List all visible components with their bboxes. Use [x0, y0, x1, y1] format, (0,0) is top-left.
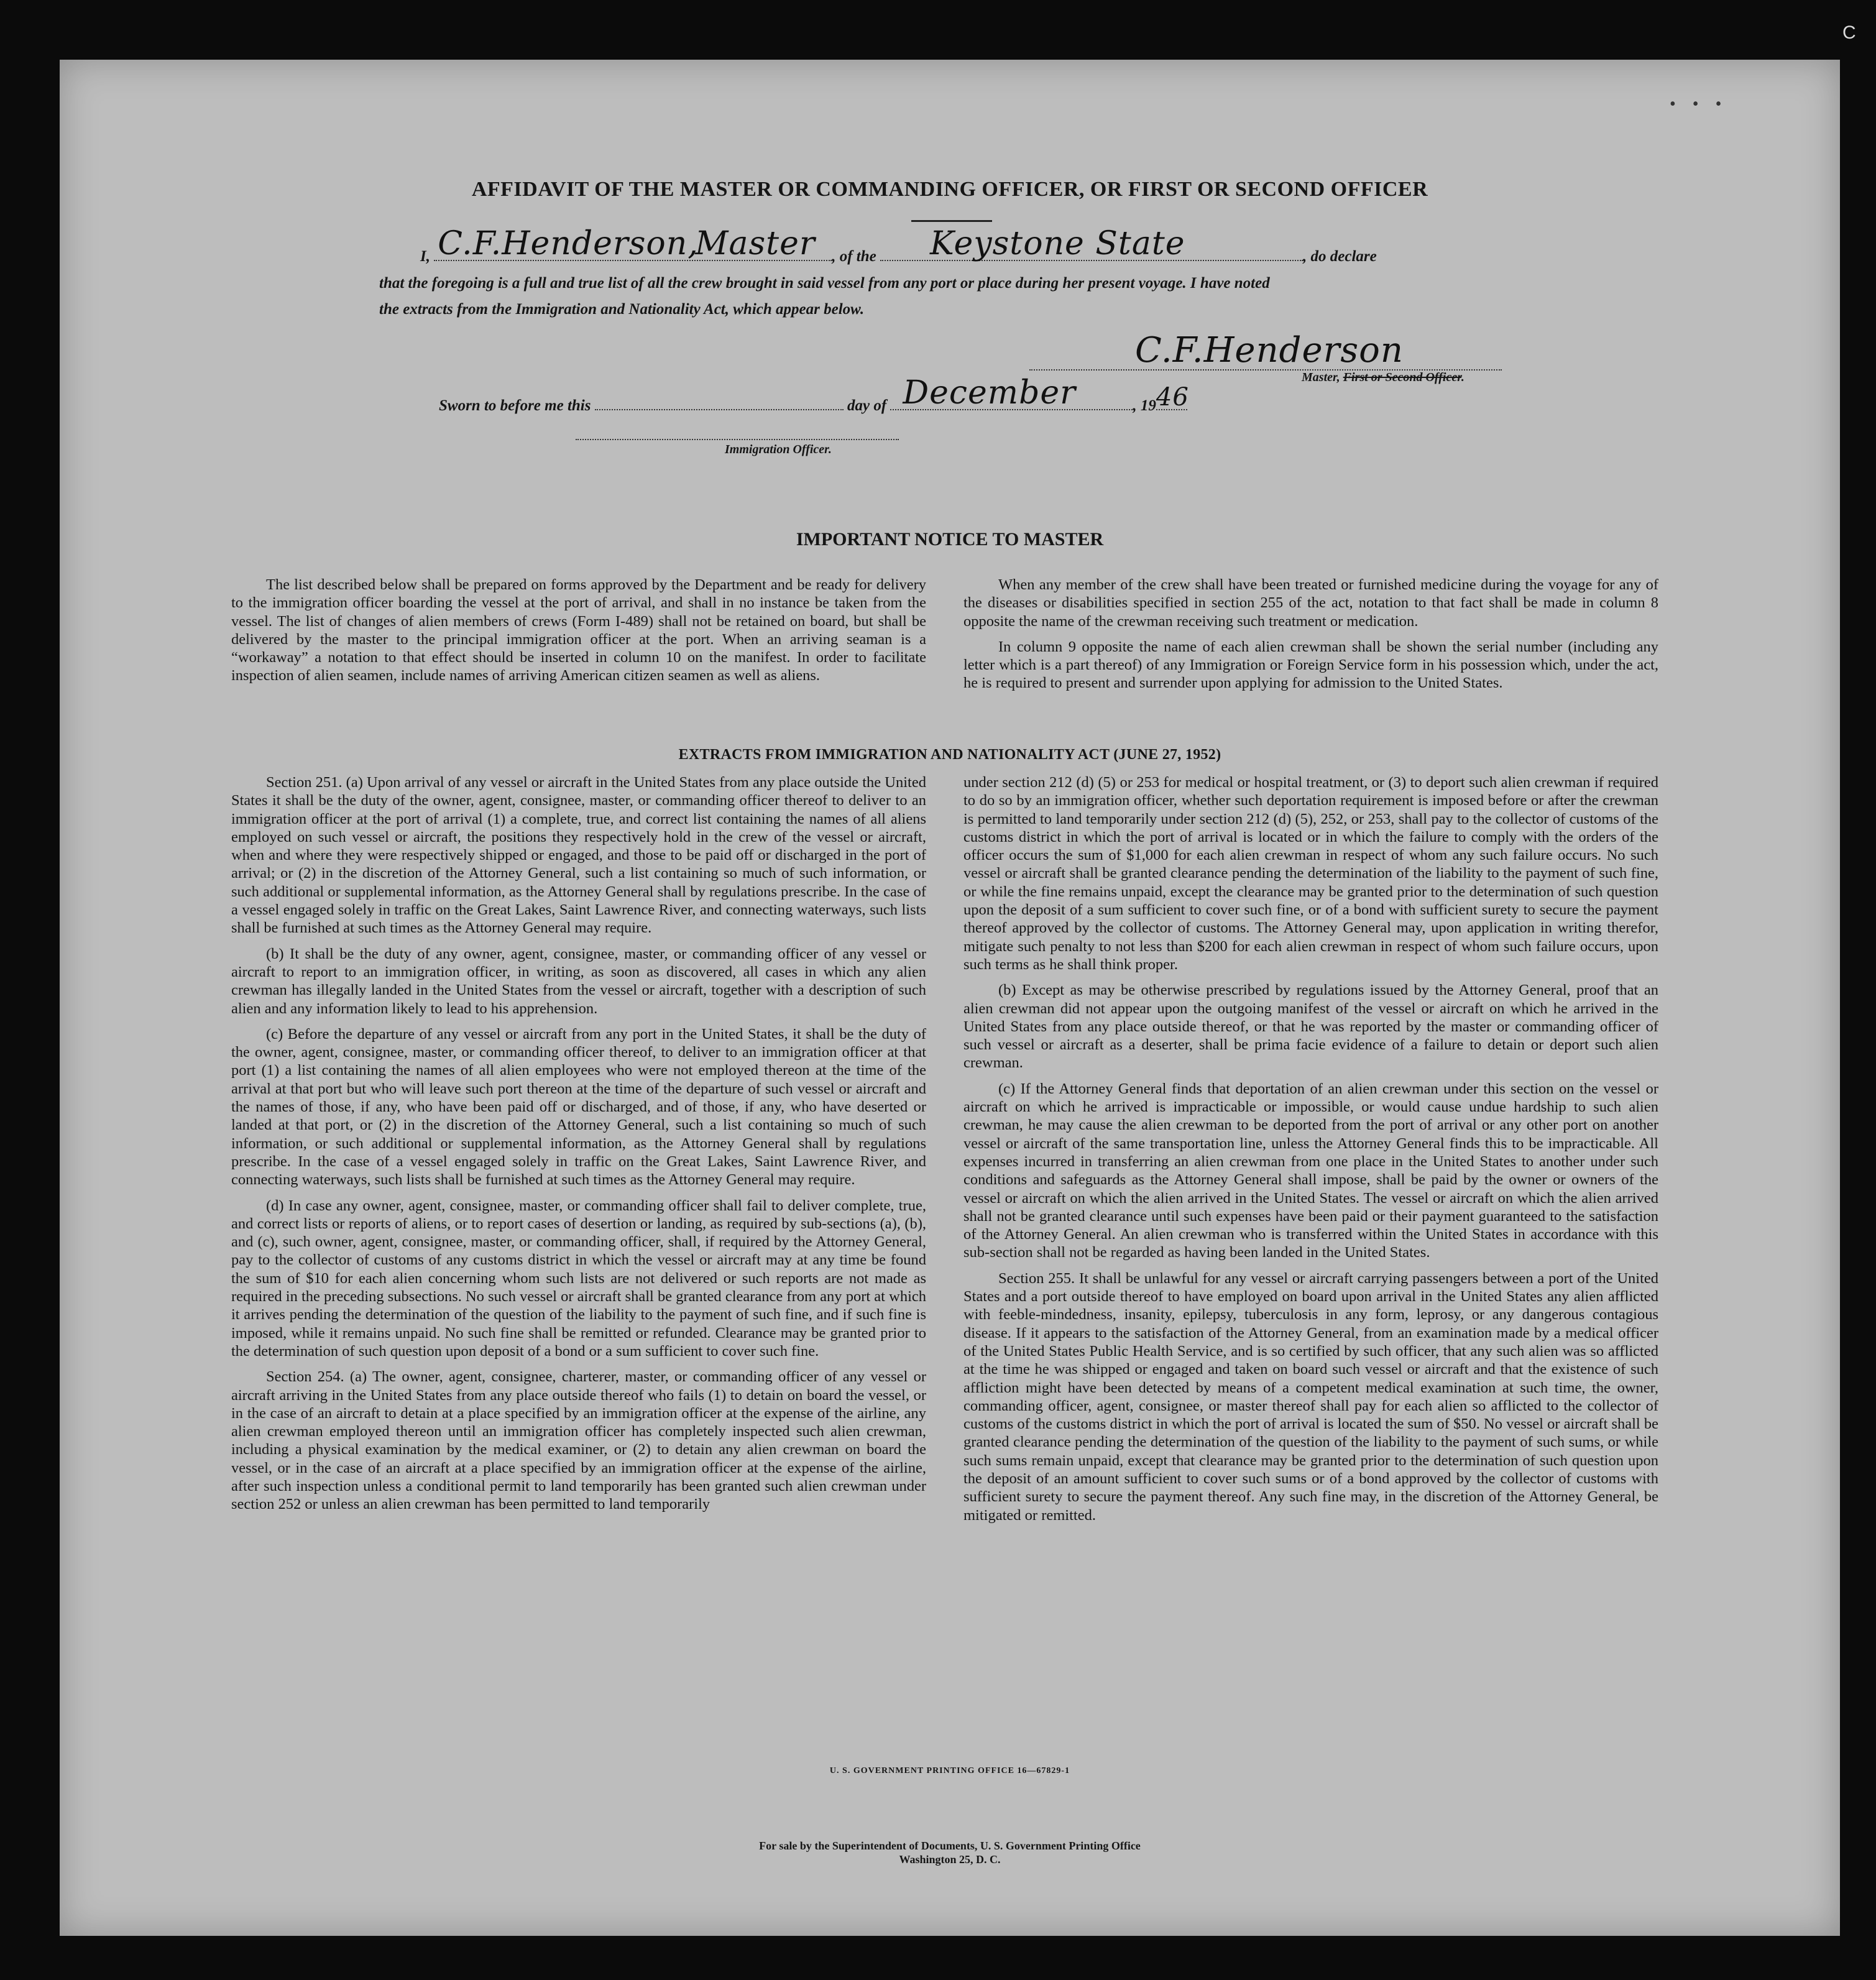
year-field [1156, 383, 1189, 412]
handwritten-year: 46 [1156, 383, 1189, 412]
month-field [890, 374, 1133, 412]
extracts-right-column [963, 773, 1658, 1532]
notice-title: IMPORTANT NOTICE TO MASTER [796, 529, 1104, 550]
affidavit-line-3: the extracts from the Immigration and Nationality Act, which appear below. [379, 301, 865, 318]
signer-title [1302, 371, 1464, 385]
affidavit-title: AFFIDAVIT OF THE MASTER OR COMMANDING OFFICER, OR FIRST OR SECOND OFFICER [471, 178, 1428, 201]
section-254a-part-1: Section 254. (a) The owner, agent, consignee, charterer, master, or commanding officer of any vessel or aircraft arriving in the United States from any place outside thereof who fails (1) to detain on board the vessel, or in the case of an aircraft to detain at a place specified by an immigration officer at the expense of the airline, any alien crewman employed thereon until an immigration officer has completely inspected such alien crewman, including a physical examination by the medical examiner, or (2) to detain any alien crewman on board the vessel, or in the case of an aircraft at a place specified by an immigration officer at the expense of the airline, after such inspection unless a conditional permit to land temporarily has been granted such alien crewman under section 252 or unless an alien crewman has been permitted to land temporarily [231, 1368, 926, 1513]
struck-officer-label: First or Second Officer [1343, 371, 1461, 384]
signature-line [1029, 330, 1502, 371]
day-of-label: day of [847, 397, 887, 414]
sale-notice-line-2: Washington 25, D. C. [899, 1853, 1001, 1866]
document-page [60, 60, 1840, 1936]
section-251b: (b) It shall be the duty of any owner, agent, consignee, master, or commanding officer of any vessel or aircraft to report to an immigration officer, in writing, as soon as discovered, all cases in which any alien crewman has illegally landed in the United States from the vessel or aircraft, together with a description of such alien and any information likely to lead to his apprehension. [231, 945, 926, 1017]
handwritten-name: C.F.Henderson, [438, 225, 699, 262]
section-254b: (b) Except as may be otherwise prescribed by regulations issued by the Attorney General, proof that an alien crewman did not appear upon the outgoing manifest of the vessel or aircraft on which he arrived in the United States from any place outside thereof, or that he was reported by the master or commanding officer of such vessel or aircraft as a deserter, shall be prima facie evidence of a failure to detain or deport such alien crewman. [963, 982, 1658, 1072]
i-label: I, [420, 248, 430, 265]
sale-notice-line-1: For sale by the Superintendent of Documents, U. S. Government Printing Office [759, 1840, 1141, 1852]
immigration-officer-line [576, 439, 899, 440]
handwritten-vessel: Keystone State [930, 225, 1185, 262]
sworn-day-field [595, 395, 844, 410]
sworn-label: Sworn to before me this [439, 397, 591, 414]
notice-right-column [963, 576, 1658, 700]
edge-dots: • • • [1670, 94, 1728, 114]
notice-right-paragraph-1: When any member of the crew shall have been treated or furnished medicine during the voyage for any of the diseases or disabilities specified in section 255 of the act, notation to that fact shall be made in column 8 opposite the name of the crewman receiving such treatment or medication. [963, 576, 1658, 630]
handwritten-signature: C.F.Henderson [1135, 330, 1404, 371]
name-field [434, 225, 832, 262]
title-divider [911, 220, 992, 222]
signer-title-period: . [1461, 371, 1464, 384]
section-251d: (d) In case any owner, agent, consignee, master, or commanding officer shall fail to deliver complete, true, and correct lists or reports of aliens, or to report cases of desertion or landing, as required by sub-sections (a), (b), and (c), such owner, agent, consignee, master, or commanding officer, shall, if required by the Attorney General, pay to the collector of customs of any customs district in which the vessel or aircraft may at any time be found the sum of $10 for each alien concerning whom such lists are not delivered or such reports are not made as required in the preceding subsections. No such vessel or aircraft shall be granted clearance from any port at which it arrives pending the determination of the question of the liability to the payment of such fine, and if such fine is imposed, while it remains unpaid. No such fine shall be remitted or refunded. Clearance may be granted prior to the determination of such question upon deposit of a bond or a sum sufficient to cover such fine. [231, 1197, 926, 1360]
corner-mark: C [1842, 22, 1856, 43]
section-251c: (c) Before the departure of any vessel or aircraft from any port in the United States, it shall be the duty of the owner, agent, consignee, master, or commanding officer thereof, to deliver to an immigration officer at that port (1) a list containing the names of all alien employees who were not employed thereon at the time of the arrival at that port but who will leave such port thereon at the time of the departure of such vessel or aircraft and the names of those, if any, who have been paid off or discharged, and of those, if any, who have deserted or landed at that port, or (2) in the discretion of the Attorney General, such a list containing so much of such information, or such additional or supplemental information, as the Attorney General shall by regulations prescribe. In the case of a vessel engaged solely in traffic on the Great Lakes, Saint Lawrence River, and connecting waterways, such lists shall be furnished at such times as the Attorney General may require. [231, 1025, 926, 1189]
notice-left-paragraph: The list described below shall be prepared on forms approved by the Department and be ready for delivery to the immigration officer boarding the vessel at the port of arrival, and shall in no instance be taken from the vessel. The list of changes of alien members of crews (Form I-489) shall not be retained on board, but shall be delivered by the master to the principal immigration officer at the port. When an arriving seaman is a “workaway” a notation to that effect should be inserted in column 10 on the manifest. In order to facilitate inspection of alien seamen, include names of arriving American citizen seamen as well as aliens. [231, 576, 926, 684]
sworn-line [439, 374, 1189, 415]
section-255: Section 255. It shall be unlawful for any vessel or aircraft carrying passengers between a port of the United States and a port outside thereof to have employed on board upon arrival in the United States any alien afflicted with feeble-mindedness, insanity, epilepsy, tuberculosis in any form, leprosy, or any dangerous contagious disease. If it appears to the satisfaction of the Attorney General, from an examination made by a medical officer of the United States Public Health Service, and is so certified by such officer, that any such alien was so afflicted at the time he was shipped or engaged and taken on board such vessel or aircraft and that the existence of such affliction might have been detected by means of a competent medical examination at such time, the owner, commanding officer, agent, consignee, or master thereof shall pay for each alien so afflicted to the collector of customs of the customs district in which the port of arrival is located the sum of $50. No vessel or aircraft shall be granted clearance pending the determination of the question of the liability to the payment of such sums, or while such sums remain unpaid, except that clearance may be granted prior to the determination of such question upon the deposit of an amount sufficient to cover such sums or of a bond approved by the collector of customs with sufficient surety to secure the payment thereof. Any such fine may, in the discretion of the Attorney General, be mitigated or remitted. [963, 1269, 1658, 1524]
affidavit-line-2: that the foregoing is a full and true list of all the crew brought in said vessel from any port or place during her present voyage. I have noted [379, 275, 1270, 292]
master-label: Master, [1302, 371, 1340, 384]
extracts-title: EXTRACTS FROM IMMIGRATION AND NATIONALITY ACT (JUNE 27, 1952) [678, 747, 1221, 763]
handwritten-rank: Master [695, 225, 816, 262]
vessel-field [880, 225, 1303, 262]
section-254c: (c) If the Attorney General finds that deportation of an alien crewman under this section on the vessel or aircraft on which he arrived is impracticable or impossible, or would cause undue hardship to such alien crewman, he may cause the alien crewman to be deported from the port of arrival or any other port on another vessel or aircraft of the same transportation line, unless the Attorney General finds this to be impracticable. All expenses incurred in transferring an alien crewman from one place in the United States to another under such conditions and safeguards as the Attorney General shall impose, shall be paid by the owner or owners of the vessel or aircraft on which the alien arrived in the United States. The vessel or aircraft on which the alien arrived shall not be granted clearance until such expenses have been paid or their payment guaranteed to the satisfaction of the Attorney General. An alien crewman who is transferred within the United States in accordance with this sub-section shall not be regarded as having been landed in the United States. [963, 1080, 1658, 1261]
notice-right-paragraph-2: In column 9 opposite the name of each alien crewman shall be shown the serial number (including any letter which is a part thereof) of any Immigration or Foreign Service form in his possession which, under the act, he is required to present and surrender upon applying for admission to the United States. [963, 638, 1658, 692]
year-prefix-label: , 19 [1133, 397, 1156, 414]
immigration-officer-label: Immigration Officer. [725, 443, 832, 456]
section-251a: Section 251. (a) Upon arrival of any vessel or aircraft in the United States from any place outside the United States it shall be the duty of the owner, agent, consignee, master, or commanding officer thereof to deliver to an immigration officer at the port of arrival (1) a complete, true, and correct list containing the names of all aliens employed on such vessel or aircraft, the positions they respectively hold in the crew of the vessel or aircraft, when and where they were respectively shipped or engaged, and those to be paid off or discharged in the port of arrival; or (2) in the discretion of the Attorney General, such a list containing so much of such information, or such additional or supplemental information, as the Attorney General shall by regulations prescribe. In the case of a vessel engaged solely in traffic on the Great Lakes, Saint Lawrence River, and connecting waterways, such lists shall be furnished at such times as the Attorney General may require. [231, 774, 926, 937]
handwritten-month: December [903, 374, 1076, 412]
do-declare-label: , do declare [1303, 248, 1377, 265]
notice-left-column [231, 576, 926, 693]
affidavit-declaration-line [420, 225, 1377, 265]
gpo-imprint: U. S. GOVERNMENT PRINTING OFFICE 16—67829-1 [829, 1766, 1070, 1775]
section-254a-part-2: under section 212 (d) (5) or 253 for medical or hospital treatment, or (3) to deport such alien crewman if required to do so by an immigration officer, whether such deportation requirement is imposed before or after the crewman is permitted to land temporarily under section 212 (d) (5), 252, or 253, shall pay to the collector of customs of the customs district in which the port of arrival is located or in which the failure to comply with the orders of the officer occurs the sum of $1,000 for each alien crewman in respect of whom any such failure occurs. No such vessel or aircraft shall be granted clearance pending the determination of the liability to the payment of such fine, or while the fine remains unpaid, except the clearance may be granted prior to the determination of such question upon the deposit of a sum sufficient to cover such fine, or of a bond with sufficient surety to secure the payment thereof approved by the collector of customs. The Attorney General may, upon application in writing therefor, mitigate such penalty to not less than $200 for each alien crewman in respect of whom such failure occurs, upon such terms as he shall think proper. [963, 774, 1658, 973]
of-the-label: , of the [832, 248, 876, 265]
extracts-left-column [231, 773, 926, 1521]
sale-notice [60, 1839, 1840, 1866]
